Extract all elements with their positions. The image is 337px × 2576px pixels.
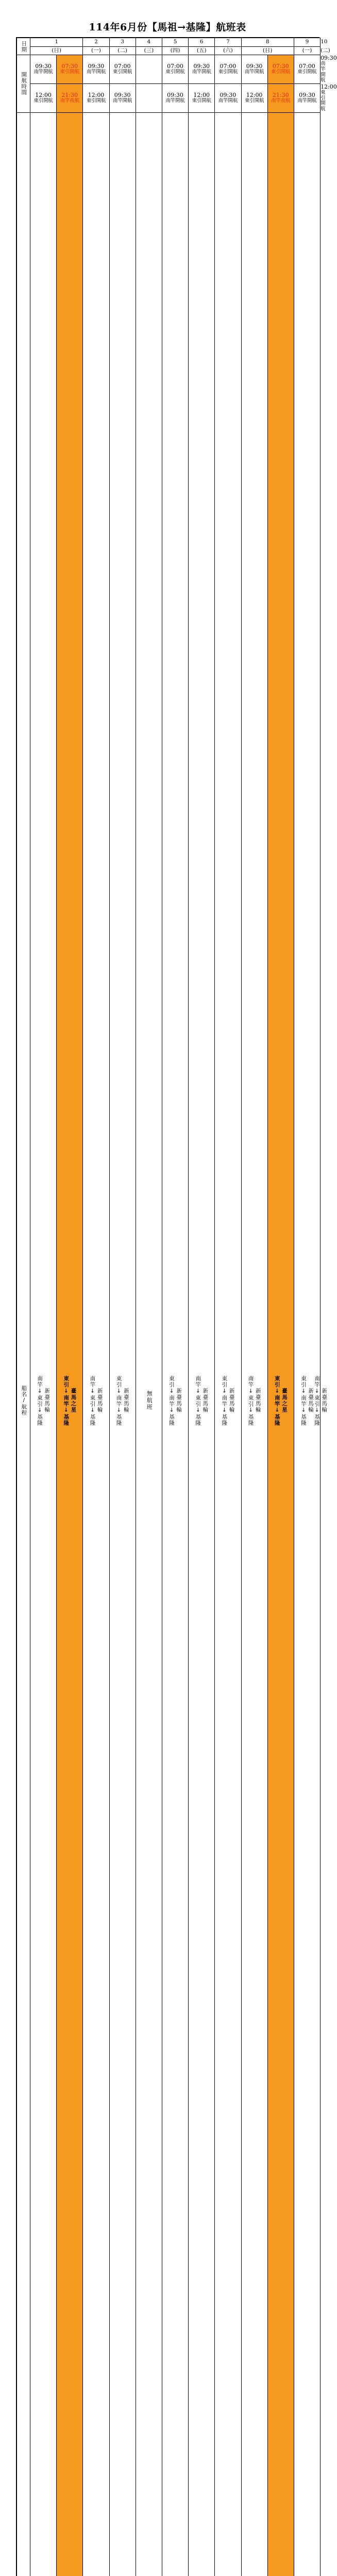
departure-1-day-1-1: 09:30 南竿開航 [30,55,57,84]
departure-1-day-5: 07:00 東引開航 [162,55,188,84]
day-number-8: 8 [241,38,294,47]
route-path: 東引↓南竿↓基隆 [274,1375,280,1426]
ship-route-day-8-2 [267,112,294,2576]
schedule-grid [16,38,337,2576]
ship-name: 新臺馬輪 [228,1388,235,1413]
row-ship-route [17,112,321,2576]
departure-2-day-5: 09:30 南竿開航 [162,83,188,112]
departure-2-day-9: 09:30 南竿開航 [294,83,320,112]
route-path: 南竿↓東引↓基隆 [37,1375,43,1426]
departure-2-day-7: 09:30 南竿開航 [215,83,241,112]
route-path: 東引↓南竿↓基隆 [168,1375,175,1426]
departure-2-day-8-1: 12:00 東引開航 [241,83,267,112]
day-number-7: 7 [215,38,241,47]
day-of-week-2: (一) [83,47,109,55]
departure-1-day-8-1: 09:30 南竿開航 [241,55,267,84]
day-of-week-5: (四) [162,47,188,55]
row-departure-time-1: 開航時間 09:30 南竿開航 07:30 東引開航 09:30 南竿開航 07:00 東引開航 07:00 東引開航 09:30 南竿開航 07:00 東引開航 09:30 南竿開航 07:30 東引開航 07:00 東引開航 09:30 南竿開航 [17,55,321,84]
day-number-1: 1 [30,38,83,47]
route-path: 東引↓南竿↓基隆 [300,1375,307,1426]
route-path: 東引↓南竿↓基隆 [221,1375,228,1426]
ship-route-day-1-2 [57,112,83,2576]
departure-2-day-2: 12:00 東引開航 [83,83,109,112]
departure-1-day-8-2: 07:30 東引開航 [267,55,294,84]
row-day-number: 日期 1 2 3 4 5 6 7 8 9 10 [17,38,321,47]
departure-2-day-3: 09:30 南竿開航 [109,83,136,112]
departure-1-day-1-2: 07:30 東引開航 [57,55,83,84]
ship-name: 新臺馬輪 [321,1388,328,1413]
ship-route-day-2 [83,112,109,2576]
day-number-9: 9 [294,38,320,47]
departure-1-day-7: 07:00 東引開航 [215,55,241,84]
route-path: 南竿↓東引↓基隆 [195,1375,201,1426]
day-number-4: 4 [136,38,162,47]
day-number-2: 2 [83,38,109,47]
day-of-week-4: (三) [136,47,162,55]
departure-2-day-8-2: 21:30 南竿夜航 [267,83,294,112]
day-number-6: 6 [189,38,215,47]
ship-name: 臺馬之星 [281,1388,288,1413]
ship-route-day-5 [162,112,188,2576]
day-of-week-6: (五) [189,47,215,55]
ship-name: 新臺馬輪 [44,1388,50,1413]
day-of-week-9: (一) [294,47,320,55]
day-of-week-3: (二) [109,47,136,55]
day-of-week-1: (日) [30,47,83,55]
route-path: 東引↓南竿↓基隆 [115,1375,122,1426]
route-path: 東引↓南竿↓基隆 [63,1375,70,1426]
ship-name: 新臺馬輪 [176,1388,182,1413]
departure-1-day-3: 07:00 東引開航 [109,55,136,84]
ship-name: 臺馬之星 [70,1388,77,1413]
row-departure-time-2: 12:00 東引開航 21:30 南竿夜航 12:00 東引開航 09:30 南竿開航 09:30 南竿開航 12:00 東引開航 09:30 南竿開航 12:00 東引開航 21:30 南竿夜航 09:30 南竿開航 12:00 東引開航 [17,83,321,112]
departure-2-day-1-1: 12:00 東引開航 [30,83,57,112]
ship-name: 新臺馬輪 [202,1388,209,1413]
row-label-departure-time: 開航時間 [17,55,30,113]
departure-1-day-6: 09:30 南竿開航 [189,55,215,84]
ship-name: 新臺馬輪 [255,1388,261,1413]
no-service-day-4 [136,112,162,2576]
ship-route-day-8-1 [241,112,267,2576]
departure-empty [136,83,162,112]
ship-route-day-3 [109,112,136,2576]
no-service-label: 無航班 [146,1391,153,1411]
row-label-ship-route: 船名/航程 [17,112,30,2576]
route-path: 南竿↓東引↓基隆 [247,1375,254,1426]
departure-2-day-6: 12:00 東引開航 [189,83,215,112]
route-path: 南竿↓東引↓基隆 [89,1375,96,1426]
ship-route-day-7 [215,112,241,2576]
day-number-3: 3 [109,38,136,47]
departure-1-day-9: 07:00 東引開航 [294,55,320,84]
row-day-of-week: (日) (一) (二) (三) (四) (五) (六) (日) (一) (二) [17,47,321,55]
page-title: 114年6月份【馬祖→基隆】航班表 [89,22,246,33]
departure-1-day-2: 09:30 南竿開航 [83,55,109,84]
ship-route-day-1-1 [30,112,57,2576]
ship-name: 新臺馬輪 [96,1388,103,1413]
day-number-5: 5 [162,38,188,47]
schedule-sheet [16,37,337,2576]
ship-name: 新臺馬輪 [123,1388,129,1413]
row-label-date: 日期 [17,38,30,55]
ship-name: 新臺馬輪 [308,1388,314,1413]
departure-empty [136,55,162,84]
day-of-week-7: (六) [215,47,241,55]
route-path: 南竿↓東引↓基隆 [314,1375,321,1426]
departure-2-day-1-2: 21:30 南竿夜航 [57,83,83,112]
ship-route-day-6 [189,112,215,2576]
day-of-week-8: (日) [241,47,294,55]
